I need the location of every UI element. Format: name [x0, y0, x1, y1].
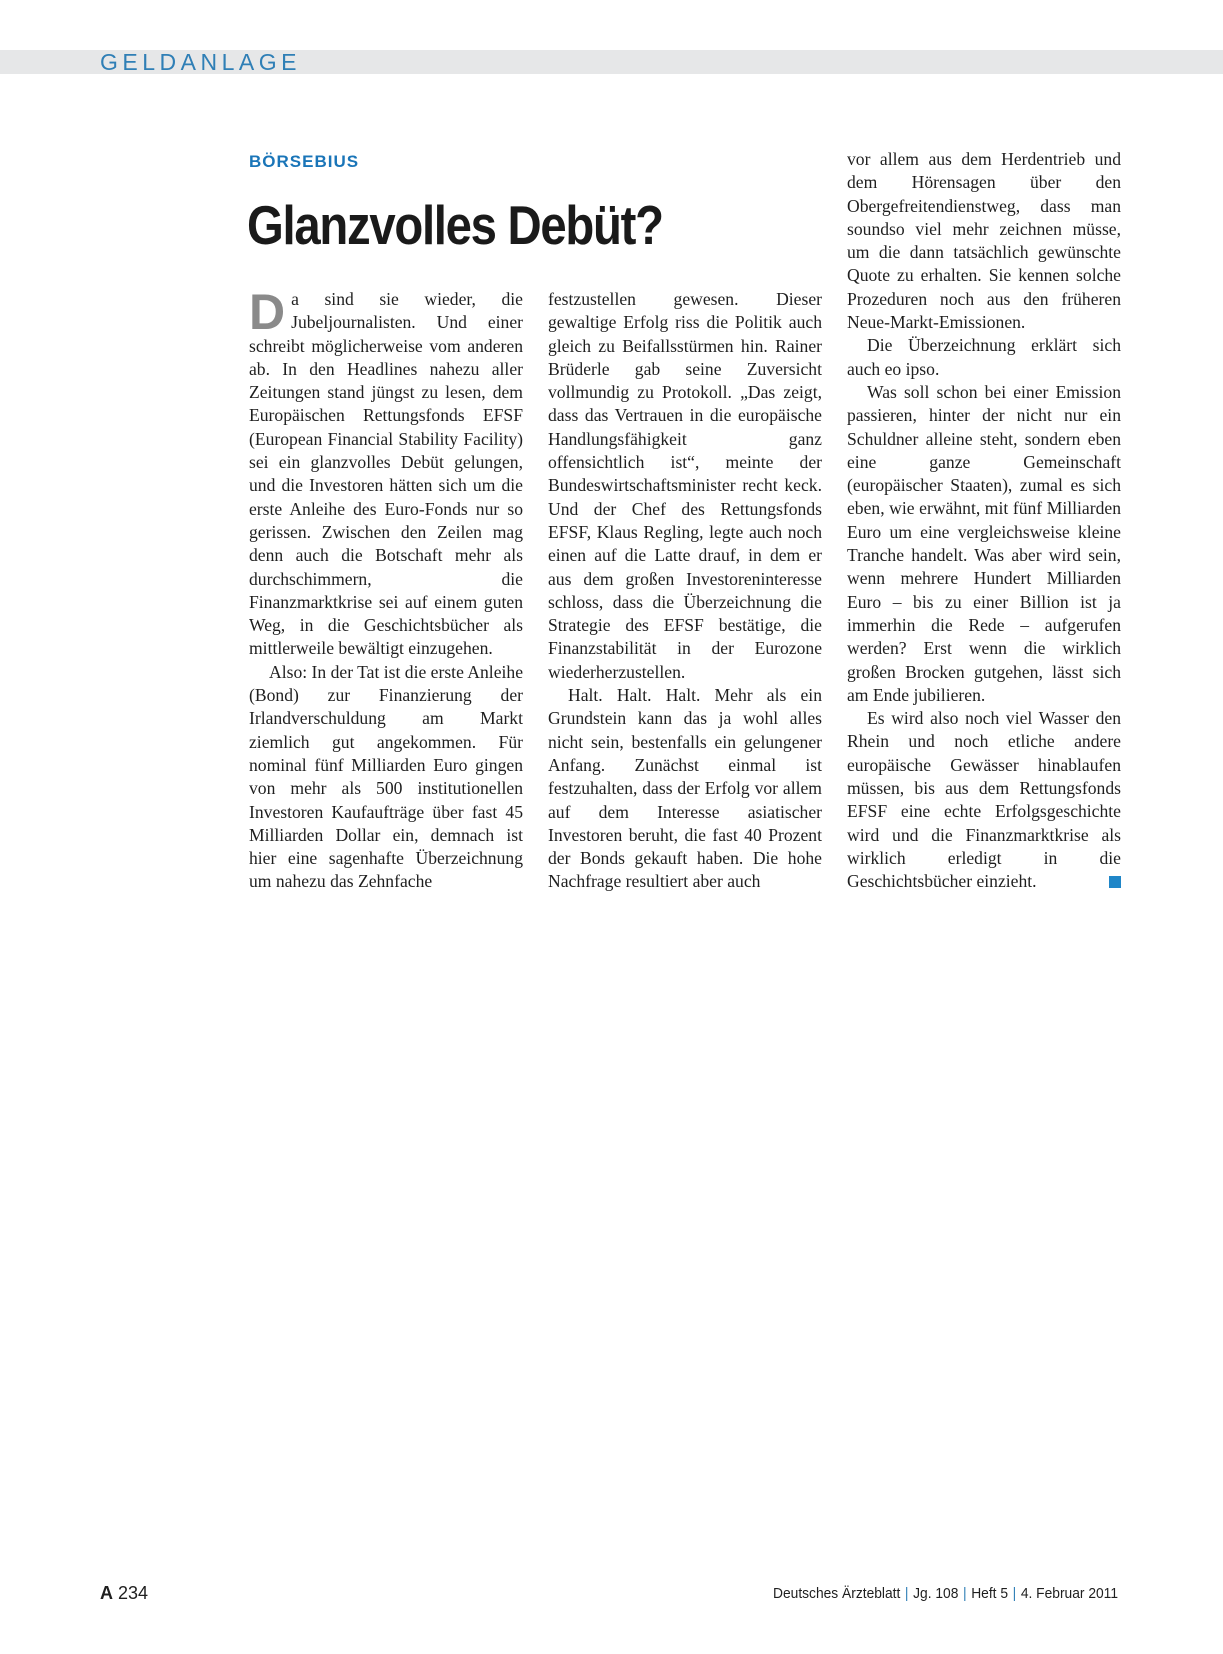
article-headline: Glanzvolles Debüt?	[247, 194, 663, 256]
publication-date: 4. Februar 2011	[1020, 1585, 1118, 1602]
journal-name: Deutsches Ärzteblatt	[773, 1585, 901, 1602]
section-label: GELDANLAGE	[100, 49, 301, 75]
text-column-1	[249, 284, 523, 894]
publication-info	[773, 1585, 1118, 1602]
paragraph: Halt. Halt. Halt. Mehr als ein Grundstein kann das ja wohl alles nicht sein, bestenfalls ein gelungener Anfang. Zunächst einmal ist festzuhalten, dass der Erfolg vor allem auf dem Interesse asiatischer Investoren beruht, die fast 40 Prozent der Bonds gekauft haben. Die hohe Nachfrage resultiert aber auch	[548, 685, 822, 892]
separator: |	[1012, 1585, 1017, 1602]
paragraph: vor allem aus dem Herdentrieb und dem Hörensagen über den Obergefreitendienstweg, dass man soundso viel mehr zeichnen müsse, um die dann tatsächlich gewünschte Quote zu erhalten. Sie kennen solche Prozeduren noch aus den früheren Neue-Markt-Emissionen.	[847, 149, 1121, 333]
separator: |	[904, 1585, 909, 1602]
paragraph	[847, 707, 1121, 893]
page-prefix: A	[100, 1583, 113, 1603]
paragraph: Was soll schon bei einer Emission passieren, hinter der nicht nur ein Schuldner alleine steht, sondern eben eine ganze Gemeinschaft (europäischer Staaten), zumal es sich eben, wie erwähnt, mit fünf Milliarden Euro um eine vergleichsweise kleine Tranche handelt. Was aber wird sein, wenn mehrere Hundert Milliarden Euro – bis zu einer Billion ist ja immerhin die Rede – aufgerufen werden? Erst wenn die wirklich großen Brocken gutgehen, lässt sich am Ende jubilieren.	[847, 381, 1121, 705]
paragraph: Also: In der Tat ist die erste Anleihe (Bond) zur Finanzierung der Irlandverschuldung am Markt ziemlich gut angekommen. Für nominal fünf Milliarden Euro gingen von mehr als 500 institutionellen Investoren Kaufaufträge über fast 45 Milliarden Dollar ein, demnach ist hier eine sagenhafte Überzeichnung um nahezu das Zehnfache	[249, 661, 523, 892]
page-number	[100, 1583, 148, 1604]
paragraph	[249, 284, 523, 661]
text-column-2	[548, 288, 822, 894]
end-of-article-icon	[1109, 876, 1121, 888]
paragraph-text: Es wird also noch viel Wasser den Rhein und noch etliche andere europäische Gewässer hinablaufen müssen, bis aus dem Rettungsfonds EFSF eine echte Erfolgsgeschichte wird und die Finanzmarktkrise als wirklich erledigt in die Geschichtsbücher einzieht.	[847, 708, 1121, 892]
paragraph: Die Überzeichnung erklärt sich auch eo ipso.	[847, 335, 1121, 379]
paragraph: festzustellen gewesen. Dieser gewaltige Erfolg riss die Politik auch gleich zu Beifallsstürmen hin. Rainer Brüderle gab seine Zuversicht vollmundig zu Protokoll. „Das zeigt, dass das Vertrauen in die europäische Handlungsfähigkeit ganz offensichtlich ist“, meinte der Bundeswirtschaftsminister recht keck. Und der Chef des Rettungsfonds EFSF, Klaus Regling, legte auch noch einen auf die Latte drauf, in dem er aus dem großen Investoreninteresse schloss, dass die Überzeichnung die Strategie des EFSF bestätige, die Finanzstabilität in der Eurozone wiederherzustellen.	[548, 289, 822, 682]
volume: Jg. 108	[913, 1585, 959, 1602]
issue: Heft 5	[971, 1585, 1009, 1602]
text-column-3	[847, 148, 1121, 894]
column-kicker: BÖRSEBIUS	[249, 152, 360, 171]
separator: |	[963, 1585, 967, 1602]
paragraph-text: a sind sie wieder, die Jubeljournalisten. Und einer schreibt möglicherweise vom anderen ab. In den Headlines nahezu aller Zeitungen stand jüngst zu lesen, dem Europäischen Rettungsfonds EFSF (European Financial Stability Facility) sei ein glanzvolles Debüt gelungen, und die Investoren hätten sich um die erste Anleihe des Euro-Fonds nur so gerissen. Zwischen den Zeilen mag denn auch die Botschaft mehr als durchschimmern, die Finanzmarktkrise sei auf einem guten Weg, in die Geschichtsbücher als mittlerweile bewältigt einzugehen.	[249, 289, 523, 659]
page-number-value: 234	[118, 1583, 149, 1603]
drop-cap: D	[249, 284, 286, 340]
